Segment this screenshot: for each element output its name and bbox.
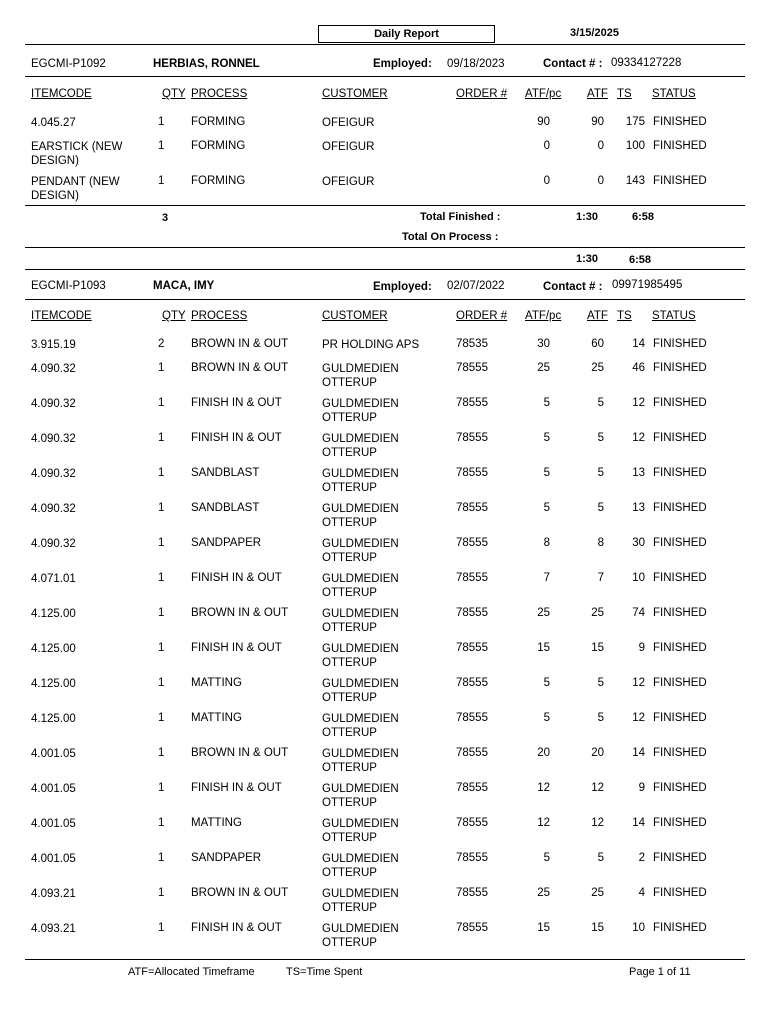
cell-order: 78555 <box>456 887 488 899</box>
cell-customer: GULDMEDIEN OTTERUP <box>322 363 399 389</box>
cell-ts: 12 <box>632 432 645 444</box>
col-qty: QTY <box>162 310 186 322</box>
cell-atf: 15 <box>591 642 604 654</box>
cell-itemcode: 4.045.27 <box>31 117 76 129</box>
cell-process: FINISH IN & OUT <box>191 642 282 654</box>
cell-status: FINISHED <box>653 537 707 549</box>
col-status: STATUS <box>652 88 696 100</box>
cell-status: FINISHED <box>653 572 707 584</box>
cell-status: FINISHED <box>653 607 707 619</box>
col-atfpc: ATF/pc <box>525 88 562 100</box>
col-ts: TS <box>617 310 632 322</box>
cell-atfpc: 25 <box>537 887 550 899</box>
cell-order: 78555 <box>456 677 488 689</box>
employed-date: 02/07/2022 <box>447 280 505 292</box>
cell-ts: 13 <box>632 467 645 479</box>
cell-process: MATTING <box>191 677 242 689</box>
employee-code: EGCMI-P1093 <box>31 280 106 292</box>
cell-status: FINISHED <box>653 887 707 899</box>
cell-qty: 1 <box>158 852 165 864</box>
cell-atf: 7 <box>597 572 604 584</box>
cell-atfpc: 5 <box>543 397 550 409</box>
contact-number: 09334127228 <box>611 57 682 69</box>
cell-itemcode: 4.090.32 <box>31 433 76 445</box>
cell-customer: GULDMEDIEN OTTERUP <box>322 643 399 669</box>
cell-qty: 1 <box>158 782 165 794</box>
cell-order: 78555 <box>456 502 488 514</box>
cell-order: 78555 <box>456 432 488 444</box>
cell-itemcode: 4.125.00 <box>31 678 76 690</box>
cell-qty: 1 <box>158 677 165 689</box>
cell-process: SANDBLAST <box>191 467 260 479</box>
cell-order: 78555 <box>456 852 488 864</box>
cell-atfpc: 5 <box>543 852 550 864</box>
report-date: 3/15/2025 <box>570 27 619 39</box>
cell-customer: GULDMEDIEN OTTERUP <box>322 748 399 774</box>
cell-customer: GULDMEDIEN OTTERUP <box>322 853 399 879</box>
cell-qty: 1 <box>158 712 165 724</box>
total-finished-label: Total Finished : <box>420 211 501 223</box>
cell-qty: 1 <box>158 397 165 409</box>
cell-atfpc: 5 <box>543 467 550 479</box>
cell-ts: 143 <box>625 175 645 187</box>
cell-qty: 1 <box>158 362 165 374</box>
employed-label: Employed: <box>373 58 432 70</box>
cell-status: FINISHED <box>653 852 707 864</box>
cell-status: FINISHED <box>653 338 707 350</box>
cell-atf: 90 <box>591 116 604 128</box>
cell-ts: 9 <box>638 642 645 654</box>
cell-order: 78555 <box>456 922 488 934</box>
cell-atf: 5 <box>597 432 604 444</box>
cell-atf: 25 <box>591 607 604 619</box>
employed-label: Employed: <box>373 281 432 293</box>
cell-ts: 12 <box>632 712 645 724</box>
col-itemcode: ITEMCODE <box>31 88 92 100</box>
cell-process: FORMING <box>191 175 246 187</box>
cell-process: FORMING <box>191 140 246 152</box>
col-customer: CUSTOMER <box>322 310 388 322</box>
cell-process: BROWN IN & OUT <box>191 747 289 759</box>
cell-atf: 8 <box>597 537 604 549</box>
col-order: ORDER # <box>456 88 508 100</box>
cell-qty: 1 <box>158 887 165 899</box>
cell-qty: 1 <box>158 537 165 549</box>
cell-itemcode: 4.093.21 <box>31 888 76 900</box>
cell-qty: 1 <box>158 817 165 829</box>
cell-atfpc: 15 <box>537 922 550 934</box>
grand-total-atf: 1:30 <box>576 253 599 265</box>
cell-atfpc: 5 <box>543 712 550 724</box>
cell-process: BROWN IN & OUT <box>191 887 289 899</box>
cell-status: FINISHED <box>653 175 707 187</box>
cell-itemcode: 4.090.32 <box>31 468 76 480</box>
cell-itemcode: PENDANT (NEW DESIGN) <box>31 176 120 202</box>
cell-ts: 9 <box>638 782 645 794</box>
cell-qty: 1 <box>158 922 165 934</box>
grand-total-ts: 6:58 <box>629 254 652 266</box>
cell-process: BROWN IN & OUT <box>191 607 289 619</box>
cell-atf: 5 <box>597 852 604 864</box>
cell-atfpc: 30 <box>537 338 550 350</box>
cell-itemcode: 4.001.05 <box>31 818 76 830</box>
cell-itemcode: 4.090.32 <box>31 538 76 550</box>
cell-itemcode: 4.001.05 <box>31 748 76 760</box>
cell-process: SANDPAPER <box>191 537 262 549</box>
cell-atf: 20 <box>591 747 604 759</box>
cell-atfpc: 0 <box>543 140 550 152</box>
cell-atfpc: 20 <box>537 747 550 759</box>
cell-ts: 74 <box>632 607 645 619</box>
cell-itemcode: 3.915.19 <box>31 339 76 351</box>
cell-customer: PR HOLDING APS <box>322 339 420 351</box>
cell-qty: 1 <box>158 572 165 584</box>
cell-order: 78555 <box>456 782 488 794</box>
summary-count: 3 <box>162 212 169 224</box>
cell-atf: 5 <box>597 502 604 514</box>
employee-name: HERBIAS, RONNEL <box>153 58 260 70</box>
cell-customer: GULDMEDIEN OTTERUP <box>322 678 399 704</box>
cell-atf: 12 <box>591 782 604 794</box>
cell-atf: 5 <box>597 467 604 479</box>
cell-itemcode: 4.093.21 <box>31 923 76 935</box>
cell-process: BROWN IN & OUT <box>191 362 289 374</box>
cell-qty: 1 <box>158 747 165 759</box>
col-qty: QTY <box>162 88 186 100</box>
cell-ts: 46 <box>632 362 645 374</box>
cell-process: MATTING <box>191 817 242 829</box>
cell-qty: 1 <box>158 502 165 514</box>
cell-qty: 1 <box>158 175 165 187</box>
contact-number: 09971985495 <box>612 279 683 291</box>
employee-code: EGCMI-P1092 <box>31 58 106 70</box>
cell-atfpc: 0 <box>543 175 550 187</box>
cell-ts: 100 <box>625 140 645 152</box>
col-process: PROCESS <box>191 310 248 322</box>
cell-itemcode: 4.001.05 <box>31 853 76 865</box>
cell-atfpc: 25 <box>537 362 550 374</box>
col-ts: TS <box>617 88 632 100</box>
cell-status: FINISHED <box>653 677 707 689</box>
cell-order: 78555 <box>456 642 488 654</box>
cell-customer: GULDMEDIEN OTTERUP <box>322 713 399 739</box>
cell-ts: 12 <box>632 397 645 409</box>
cell-customer: GULDMEDIEN OTTERUP <box>322 573 399 599</box>
cell-atfpc: 5 <box>543 432 550 444</box>
cell-itemcode: 4.090.32 <box>31 503 76 515</box>
cell-status: FINISHED <box>653 467 707 479</box>
cell-atfpc: 25 <box>537 607 550 619</box>
cell-qty: 1 <box>158 116 165 128</box>
total-finished-ts: 6:58 <box>632 211 655 223</box>
cell-qty: 1 <box>158 642 165 654</box>
cell-atfpc: 8 <box>543 537 550 549</box>
cell-customer: GULDMEDIEN OTTERUP <box>322 923 399 949</box>
cell-status: FINISHED <box>653 397 707 409</box>
col-atf: ATF <box>587 88 608 100</box>
cell-itemcode: 4.125.00 <box>31 713 76 725</box>
cell-status: FINISHED <box>653 922 707 934</box>
cell-process: BROWN IN & OUT <box>191 338 289 350</box>
cell-ts: 10 <box>632 922 645 934</box>
cell-customer: OFEIGUR <box>322 176 375 188</box>
cell-order: 78555 <box>456 362 488 374</box>
col-itemcode: ITEMCODE <box>31 310 92 322</box>
total-on-process-label: Total On Process : <box>402 231 499 243</box>
cell-ts: 4 <box>638 887 645 899</box>
cell-atfpc: 7 <box>543 572 550 584</box>
cell-atfpc: 15 <box>537 642 550 654</box>
cell-customer: GULDMEDIEN OTTERUP <box>322 783 399 809</box>
cell-customer: GULDMEDIEN OTTERUP <box>322 468 399 494</box>
cell-atf: 25 <box>591 887 604 899</box>
cell-itemcode: 4.090.32 <box>31 363 76 375</box>
cell-customer: OFEIGUR <box>322 117 375 129</box>
cell-atf: 0 <box>597 140 604 152</box>
cell-process: FINISH IN & OUT <box>191 782 282 794</box>
cell-itemcode: 4.125.00 <box>31 643 76 655</box>
cell-atfpc: 5 <box>543 502 550 514</box>
divider <box>25 269 745 270</box>
cell-process: MATTING <box>191 712 242 724</box>
cell-qty: 1 <box>158 607 165 619</box>
cell-process: FINISH IN & OUT <box>191 397 282 409</box>
cell-order: 78555 <box>456 607 488 619</box>
cell-ts: 30 <box>632 537 645 549</box>
cell-ts: 14 <box>632 338 645 350</box>
cell-order: 78555 <box>456 712 488 724</box>
cell-customer: GULDMEDIEN OTTERUP <box>322 818 399 844</box>
divider <box>25 76 745 77</box>
cell-order: 78555 <box>456 467 488 479</box>
cell-order: 78555 <box>456 747 488 759</box>
cell-ts: 2 <box>638 852 645 864</box>
cell-itemcode: 4.071.01 <box>31 573 76 585</box>
col-process: PROCESS <box>191 88 248 100</box>
cell-atfpc: 12 <box>537 782 550 794</box>
cell-customer: GULDMEDIEN OTTERUP <box>322 608 399 634</box>
cell-status: FINISHED <box>653 817 707 829</box>
cell-itemcode: 4.090.32 <box>31 398 76 410</box>
cell-ts: 12 <box>632 677 645 689</box>
cell-order: 78555 <box>456 397 488 409</box>
cell-status: FINISHED <box>653 502 707 514</box>
cell-order: 78555 <box>456 537 488 549</box>
col-order: ORDER # <box>456 310 508 322</box>
legend-ts: TS=Time Spent <box>286 966 363 978</box>
cell-qty: 1 <box>158 432 165 444</box>
cell-qty: 2 <box>158 338 165 350</box>
cell-atf: 5 <box>597 397 604 409</box>
col-customer: CUSTOMER <box>322 88 388 100</box>
cell-atfpc: 12 <box>537 817 550 829</box>
cell-qty: 1 <box>158 467 165 479</box>
cell-process: FINISH IN & OUT <box>191 922 282 934</box>
cell-status: FINISHED <box>653 140 707 152</box>
cell-status: FINISHED <box>653 747 707 759</box>
cell-atf: 15 <box>591 922 604 934</box>
divider <box>25 959 745 960</box>
cell-ts: 10 <box>632 572 645 584</box>
cell-order: 78535 <box>456 338 488 350</box>
cell-customer: GULDMEDIEN OTTERUP <box>322 503 399 529</box>
cell-status: FINISHED <box>653 362 707 374</box>
page-number: Page 1 of 11 <box>629 966 691 978</box>
cell-process: FORMING <box>191 116 246 128</box>
col-atf: ATF <box>587 310 608 322</box>
cell-customer: GULDMEDIEN OTTERUP <box>322 398 399 424</box>
cell-atf: 60 <box>591 338 604 350</box>
employed-date: 09/18/2023 <box>447 58 505 70</box>
cell-atf: 0 <box>597 175 604 187</box>
cell-itemcode: 4.125.00 <box>31 608 76 620</box>
cell-customer: GULDMEDIEN OTTERUP <box>322 433 399 459</box>
cell-process: SANDPAPER <box>191 852 262 864</box>
cell-itemcode: 4.001.05 <box>31 783 76 795</box>
cell-status: FINISHED <box>653 712 707 724</box>
divider <box>25 205 745 206</box>
cell-customer: GULDMEDIEN OTTERUP <box>322 888 399 914</box>
divider <box>25 299 745 300</box>
cell-itemcode: EARSTICK (NEW DESIGN) <box>31 141 123 167</box>
col-atfpc: ATF/pc <box>525 310 562 322</box>
cell-order: 78555 <box>456 572 488 584</box>
cell-process: SANDBLAST <box>191 502 260 514</box>
employee-name: MACA, IMY <box>153 280 215 292</box>
report-title: Daily Report <box>318 25 495 43</box>
cell-atf: 25 <box>591 362 604 374</box>
col-status: STATUS <box>652 310 696 322</box>
cell-qty: 1 <box>158 140 165 152</box>
cell-status: FINISHED <box>653 116 707 128</box>
cell-customer: GULDMEDIEN OTTERUP <box>322 538 399 564</box>
cell-status: FINISHED <box>653 782 707 794</box>
legend-atf: ATF=Allocated Timeframe <box>128 966 255 978</box>
cell-atf: 5 <box>597 677 604 689</box>
cell-ts: 13 <box>632 502 645 514</box>
cell-atfpc: 90 <box>537 116 550 128</box>
contact-label: Contact # : <box>543 58 603 70</box>
cell-atfpc: 5 <box>543 677 550 689</box>
cell-ts: 14 <box>632 747 645 759</box>
cell-status: FINISHED <box>653 642 707 654</box>
cell-atf: 12 <box>591 817 604 829</box>
cell-process: FINISH IN & OUT <box>191 432 282 444</box>
divider <box>25 247 745 248</box>
cell-ts: 14 <box>632 817 645 829</box>
cell-order: 78555 <box>456 817 488 829</box>
divider <box>25 44 745 45</box>
total-finished-atf: 1:30 <box>576 211 599 223</box>
cell-process: FINISH IN & OUT <box>191 572 282 584</box>
cell-customer: OFEIGUR <box>322 141 375 153</box>
cell-ts: 175 <box>625 116 645 128</box>
cell-status: FINISHED <box>653 432 707 444</box>
cell-atf: 5 <box>597 712 604 724</box>
contact-label: Contact # : <box>543 281 603 293</box>
